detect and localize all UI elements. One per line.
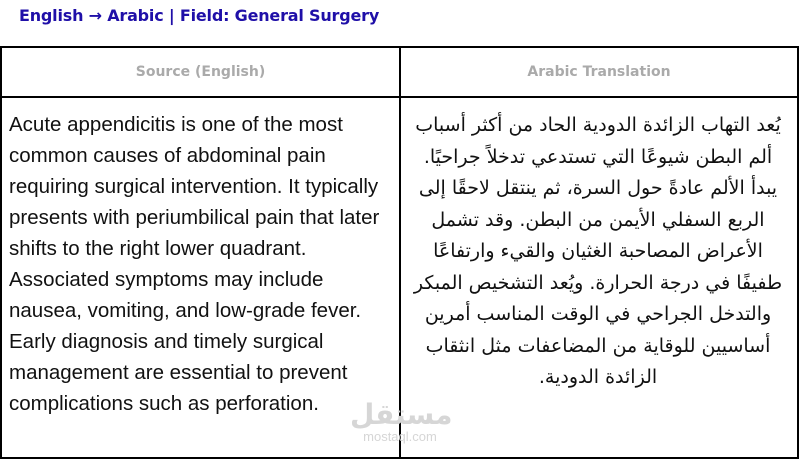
column-header-source: Source (English): [2, 48, 401, 98]
watermark-arabic: مستقل: [350, 398, 453, 431]
translation-cell: [401, 98, 797, 457]
arabic-translation-text: يُعد التهاب الزائدة الدودية الحاد من أكثر أسباب ألم البطن شيوعًا التي تستدعي تدخلاً جراحيًا. يبدأ الألم عادةً حول السرة، ثم ينتقل لاحقًا إلى الربع السفلي الأيمن من البطن. وقد تشمل الأعراض المصاحبة الغثيان والقيء وارتفاعًا طفيفًا في درجة الحرارة. ويُعد التشخيص المبكر والتدخل الجراحي في الوقت المناسب أمرين أساسيين للوقاية من المضاعفات مثل انثقاب الزائدة الدودية.: [413, 114, 783, 388]
source-cell: [2, 98, 401, 457]
watermark-latin: mostaql.com: [363, 429, 437, 444]
translation-table: [0, 46, 799, 459]
column-header-translation: Arabic Translation: [401, 48, 797, 98]
document-title: English → Arabic | Field: General Surgery: [19, 6, 380, 25]
source-text: Acute appendicitis is one of the most common causes of abdominal pain requiring surgical intervention. It typically presents with periumbilical pain that later shifts to the right lower quadrant. Associated symptoms may include nausea, vomiting, and low-grade fever. Early diagnosis and timely surgical management are essential to prevent complications such as perforation.: [9, 113, 380, 415]
